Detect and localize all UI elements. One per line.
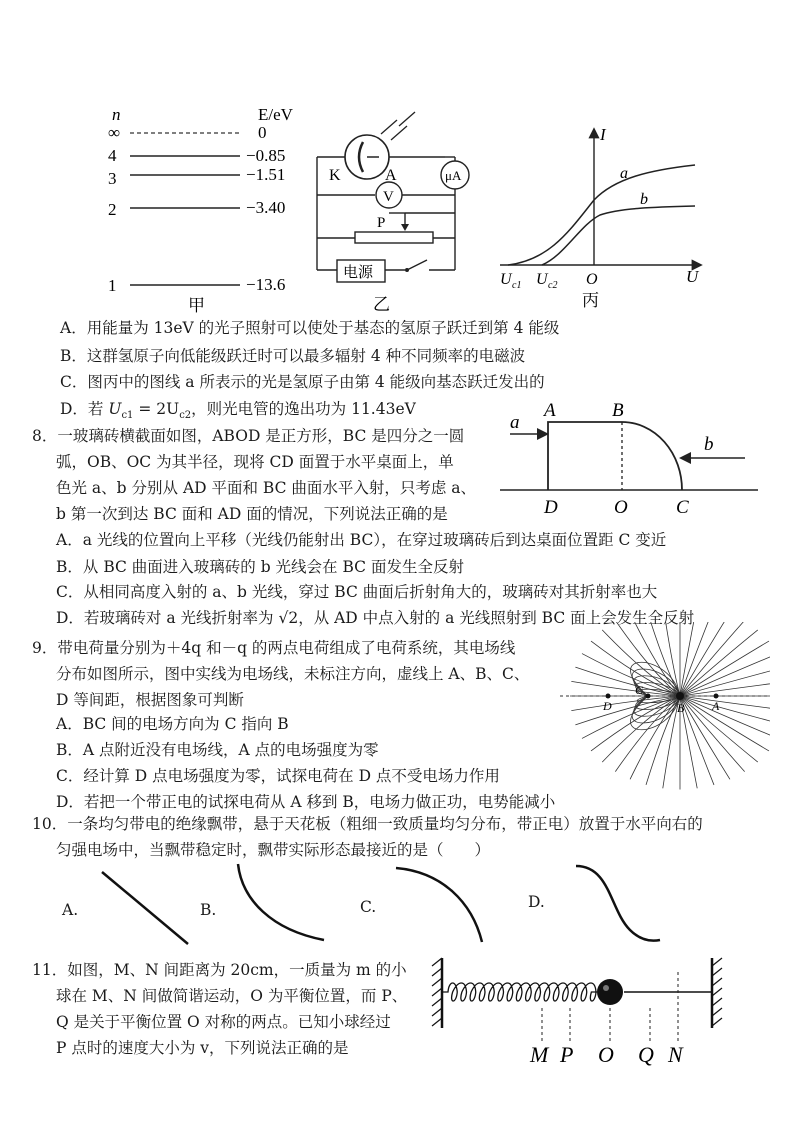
q8-option-a: A．a 光线的位置向上平移（光线仍能射出 BC），在穿过玻璃砖后到达桌面位置距 C 变近 bbox=[56, 531, 667, 549]
curve-a-label: a bbox=[620, 165, 628, 182]
switch bbox=[407, 260, 427, 270]
q10-choice-c-label: C. bbox=[360, 898, 377, 916]
q8-option-c: C．从相同高度入射的 a、b 光线，穿过 BC 曲面后折射角大的，玻璃砖对其折射率也大 bbox=[56, 583, 658, 601]
q9-option-c: C．经计算 D 点电场强度为零，试探电荷在 D 点不受电场力作用 bbox=[56, 767, 500, 785]
ray-b-label: b bbox=[704, 434, 714, 455]
q9-stem-line-1: 9．带电荷量分别为＋4q 和－q 的两点电荷组成了电荷系统，其电场线 bbox=[32, 639, 516, 657]
figure-yi-circuit bbox=[305, 100, 480, 315]
figure-jia-energy-levels bbox=[100, 100, 315, 315]
origin-label: O bbox=[586, 271, 598, 288]
curve-b-label: b bbox=[640, 191, 648, 208]
q8-stem-line-4: b 第一次到达 BC 面和 AD 面的情况，下列说法正确的是 bbox=[56, 505, 448, 523]
q9-stem-line-3: D 等间距，根据图象可判断 bbox=[56, 691, 244, 709]
label-k: K bbox=[329, 167, 341, 184]
q7-option-d: D．若 $U_{c1} = 2U_{c2}$，则光电管的逸出功为 11.43eV bbox=[60, 400, 416, 422]
q10-stem-line-1: 10．一条均匀带电的绝缘飘带，悬于天花板（粗细一致质量均匀分布，带正电）放置于水平向右的 bbox=[32, 815, 703, 833]
q8-stem-line-2: 弧，OB、OC 为其半径，现将 CD 面置于水平桌面上，单 bbox=[56, 453, 454, 471]
label-a: A bbox=[712, 699, 720, 713]
level-inf-e: 0 bbox=[258, 123, 267, 142]
label-c: C bbox=[635, 683, 644, 697]
figure-bing-iv-curve bbox=[490, 120, 715, 315]
q11-stem-line-3: Q 是关于平衡位置 O 对称的两点。已知小球经过 bbox=[56, 1013, 391, 1031]
level-2-e: −3.40 bbox=[246, 198, 286, 217]
meter-ua-label: μA bbox=[445, 168, 462, 183]
charge-plus-4q bbox=[676, 692, 684, 700]
figure-jia-caption: 甲 bbox=[188, 296, 205, 315]
q11-stem-line-1: 11．如图，M、N 间距离为 20cm，一质量为 m 的小 bbox=[32, 961, 407, 979]
point-p: P bbox=[560, 1042, 574, 1067]
brick-outline bbox=[548, 422, 682, 490]
ray-a-label: a bbox=[510, 412, 520, 433]
level-inf-n: ∞ bbox=[108, 123, 121, 142]
point-o: O bbox=[614, 497, 628, 518]
uc2-sub: c2 bbox=[548, 280, 558, 291]
q9-option-b: B．A 点附近没有电场线，A 点的电场强度为零 bbox=[56, 741, 379, 759]
q11-spring-oscillator-figure bbox=[430, 950, 740, 1075]
q11-stem-line-2: 球在 M、N 间做简谐运动，O 为平衡位置，而 P、 bbox=[56, 987, 408, 1005]
source-label: 电源 bbox=[343, 265, 374, 281]
q8-option-b: B．从 BC 曲面进入玻璃砖的 b 光线会在 BC 面发生全反射 bbox=[56, 558, 464, 576]
q10-choice-c-ribbon bbox=[392, 862, 492, 947]
meter-v-label: V bbox=[383, 189, 394, 205]
q10-choice-b-ribbon bbox=[232, 860, 332, 945]
label-d: D bbox=[603, 699, 612, 713]
q10-choice-a-ribbon bbox=[98, 868, 194, 948]
uc1-label: U bbox=[500, 271, 512, 288]
q8-stem-line-3: 色光 a、b 分别从 AD 平面和 BC 曲面水平入射，只考虑 a、 bbox=[56, 479, 477, 497]
q8-option-d: D．若玻璃砖对 a 光线折射率为 √2，从 AD 中点入射的 a 光线照射到 BC 面上会发生全反射 bbox=[56, 609, 695, 627]
uc2-label: U bbox=[536, 271, 548, 288]
q7-option-a: A．用能量为 13eV 的光子照射可以使处于基态的氢原子跃迁到第 4 能级 bbox=[60, 319, 560, 337]
point-q: Q bbox=[638, 1042, 654, 1067]
spring bbox=[442, 983, 597, 1001]
q9-electric-field-figure bbox=[560, 622, 770, 792]
axis-i-label: I bbox=[600, 125, 606, 144]
point-o: O bbox=[598, 1042, 614, 1067]
q8-stem-line-1: 8．一玻璃砖横截面如图，ABOD 是正方形，BC 是四分之一圆 bbox=[32, 427, 465, 445]
level-3-n: 3 bbox=[108, 169, 117, 188]
q10-choice-b-label: B. bbox=[200, 901, 217, 919]
point-c: C bbox=[676, 497, 689, 518]
point-d-dot bbox=[606, 694, 611, 699]
point-a-dot bbox=[714, 694, 719, 699]
ball bbox=[597, 979, 623, 1005]
q9-option-a: A．BC 间的电场方向为 C 指向 B bbox=[56, 715, 289, 733]
axis-u-label: U bbox=[686, 267, 699, 286]
point-m: M bbox=[530, 1042, 549, 1067]
q10-stem-line-2: 匀强电场中，当飘带稳定时，飘带实际形态最接近的是（ ） bbox=[56, 841, 491, 859]
q10-choice-a-label: A. bbox=[62, 901, 79, 919]
level-1-e: −13.6 bbox=[246, 275, 286, 294]
point-a: A bbox=[544, 400, 556, 421]
point-n: N bbox=[668, 1042, 683, 1067]
level-2-n: 2 bbox=[108, 200, 117, 219]
level-3-e: −1.51 bbox=[246, 165, 286, 184]
point-c-dot bbox=[646, 694, 651, 699]
q8-glass-brick-figure bbox=[500, 398, 762, 520]
q10-choice-d-ribbon bbox=[570, 860, 665, 945]
rheostat bbox=[355, 232, 433, 243]
q7-option-b: B．这群氢原子向低能级跃迁时可以最多辐射 4 种不同频率的电磁波 bbox=[60, 347, 526, 365]
axis-n-label: n bbox=[112, 105, 121, 124]
figure-yi-caption: 乙 bbox=[373, 295, 390, 314]
label-a: A bbox=[385, 167, 397, 184]
q10-choice-d-label: D. bbox=[528, 893, 545, 911]
level-4-e: −0.85 bbox=[246, 146, 286, 165]
q9-option-d: D．若把一个带正电的试探电荷从 A 移到 B，电场力做正功，电势能减小 bbox=[56, 793, 556, 811]
point-d: D bbox=[544, 497, 558, 518]
point-b: B bbox=[612, 400, 624, 421]
label-p: P bbox=[377, 215, 386, 231]
q11-stem-line-4: P 点时的速度大小为 v，下列说法正确的是 bbox=[56, 1039, 349, 1057]
level-4-n: 4 bbox=[108, 146, 117, 165]
q7-option-c: C．图丙中的图线 a 所表示的光是氢原子由第 4 能级向基态跃迁发出的 bbox=[60, 373, 545, 391]
figure-bing-caption: 丙 bbox=[582, 291, 599, 310]
level-1-n: 1 bbox=[108, 276, 117, 295]
label-b: B bbox=[677, 701, 685, 715]
q9-stem-line-2: 分布如图所示，图中实线为电场线，未标注方向，虚线上 A、B、C、 bbox=[56, 665, 530, 683]
uc1-sub: c1 bbox=[512, 280, 522, 291]
axis-e-label: E/eV bbox=[258, 105, 293, 124]
